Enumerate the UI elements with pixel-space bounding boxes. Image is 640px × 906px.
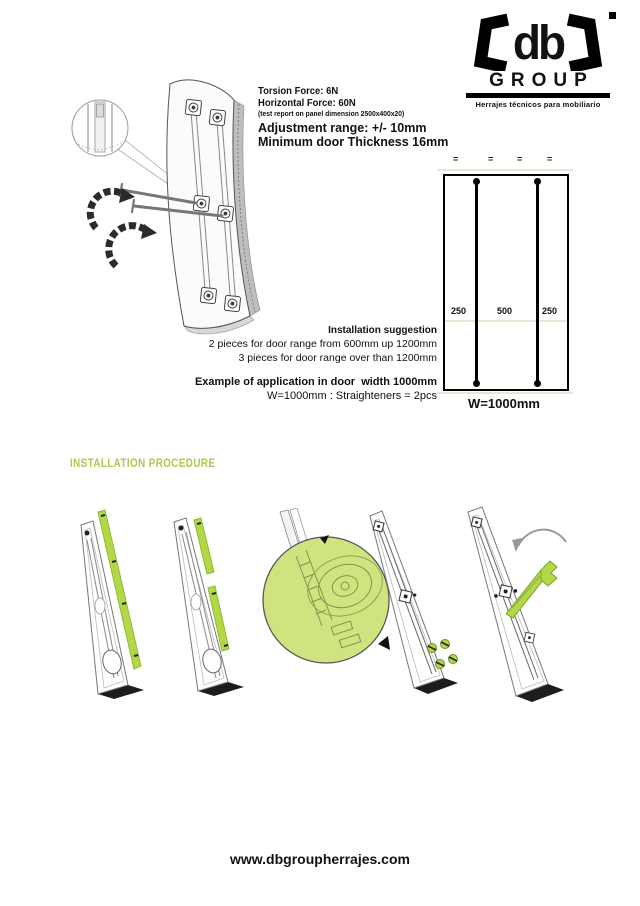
logo-group-text: GROUP bbox=[489, 70, 594, 91]
door-width-diagram bbox=[437, 148, 573, 418]
example-title: Example of application in door width 1000mm bbox=[194, 376, 437, 388]
straightener-line bbox=[475, 181, 478, 384]
bar-end-dot bbox=[534, 380, 541, 387]
spec-torsion-force: Torsion Force: 6N bbox=[258, 85, 339, 97]
spec-block bbox=[258, 85, 458, 149]
door-with-straightener-bar-icon bbox=[56, 500, 171, 715]
spec-adjustment-range: Adjustment range: +/- 10mm bbox=[258, 121, 427, 135]
equal-mark: = bbox=[517, 154, 523, 164]
dim-label-left: 250 bbox=[451, 306, 467, 316]
spec-horizontal-force: Horizontal Force: 60N bbox=[258, 97, 356, 109]
dim-label-mid: 500 bbox=[497, 306, 513, 316]
straightener-line bbox=[536, 181, 539, 384]
dimension-line bbox=[445, 320, 567, 322]
example-line: W=1000mm : Straighteners = 2pcs bbox=[267, 390, 437, 402]
width-label: W=1000mm bbox=[468, 396, 540, 411]
logo-square-mark bbox=[609, 12, 616, 19]
bar-end-dot bbox=[473, 380, 480, 387]
rotate-arrow-icon bbox=[512, 530, 566, 552]
logo-underline bbox=[466, 93, 610, 98]
db-logo bbox=[458, 14, 618, 109]
logo-right-bracket-icon bbox=[565, 13, 605, 71]
detail-circle-icon bbox=[72, 100, 128, 156]
wrench-icon bbox=[506, 561, 557, 618]
spec-min-thickness: Minimum door Thickness 16mm bbox=[258, 135, 449, 149]
dim-label-right: 250 bbox=[542, 306, 558, 316]
installation-suggestion-title: Installation suggestion bbox=[328, 325, 437, 336]
equal-mark: = bbox=[547, 154, 553, 164]
door-with-wrench-adjustment-icon bbox=[456, 494, 604, 716]
bar-end-dot bbox=[534, 178, 541, 185]
faint-guide-line bbox=[437, 392, 573, 394]
suggestion-line-2: 3 pieces for door range over than 1200mm bbox=[238, 352, 437, 364]
footer-url: www.dbgroupherrajes.com bbox=[230, 851, 410, 867]
rotation-arrow-icon bbox=[90, 188, 157, 266]
logo-left-bracket-icon bbox=[471, 13, 511, 71]
installation-suggestion bbox=[178, 324, 437, 404]
suggestion-line-1: 2 pieces for door range from 600mm up 1200mm bbox=[208, 338, 437, 350]
logo-tagline: Herrajes técnicos para mobiliario bbox=[475, 100, 601, 109]
equal-mark: = bbox=[453, 154, 459, 164]
exploded-door-illustration bbox=[50, 70, 265, 355]
door-outline bbox=[443, 174, 569, 391]
equal-mark: = bbox=[488, 154, 494, 164]
faint-guide-line bbox=[437, 169, 573, 171]
spec-test-report: (test report on panel dimension 2500x400x20) bbox=[258, 109, 405, 118]
bar-end-dot bbox=[473, 178, 480, 185]
logo-db-text: db bbox=[512, 14, 564, 70]
installation-procedure-title: INSTALLATION PROCEDURE bbox=[70, 456, 216, 470]
